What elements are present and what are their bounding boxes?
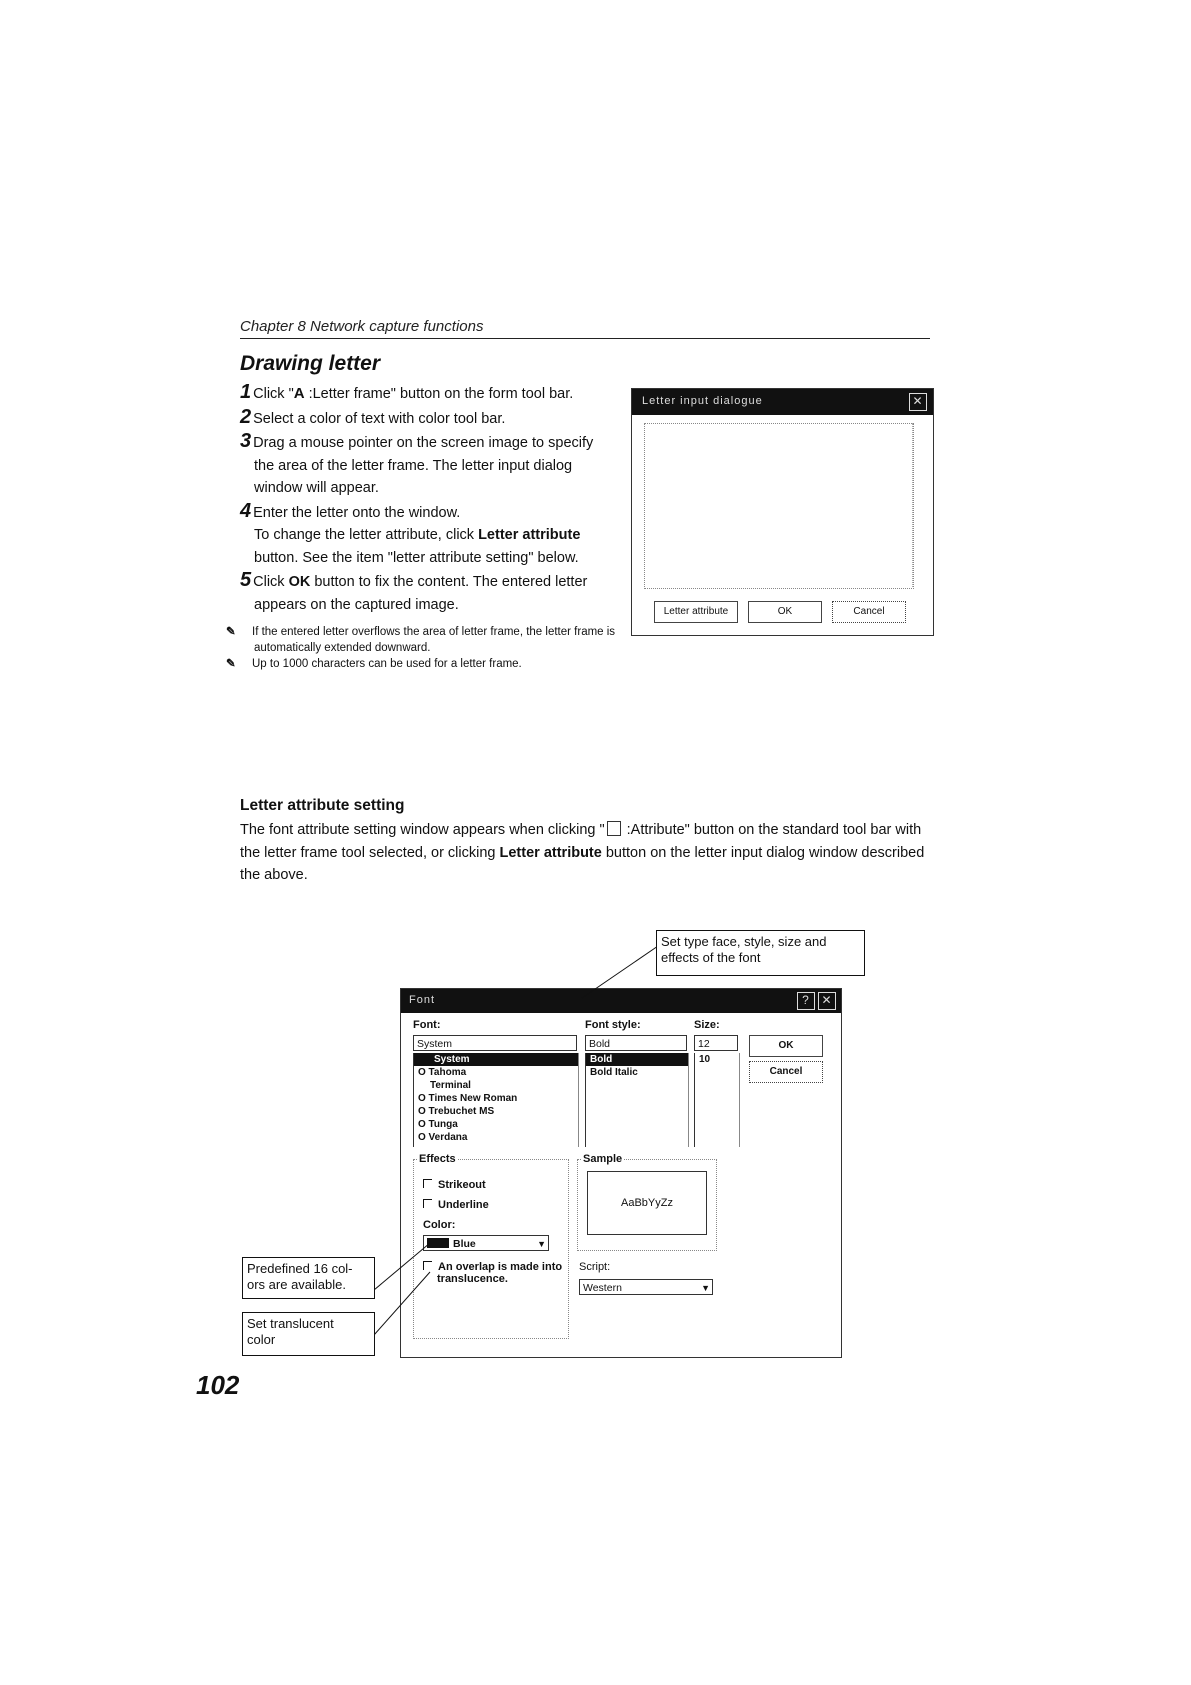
callout-predefined-colors: Predefined 16 col- ors are available. — [242, 1257, 375, 1299]
chevron-down-icon[interactable]: ▼ — [537, 1239, 546, 1249]
dialog-titlebar: Font ? ✕ — [401, 989, 841, 1013]
callout-translucent: Set translucent color — [242, 1312, 375, 1356]
ok-button[interactable]: OK — [748, 601, 822, 623]
sample-preview: AaBbYyZz — [587, 1171, 707, 1235]
size-input[interactable]: 12 — [694, 1035, 738, 1051]
step-5: 5 Click OK button to fix the content. The entered letter appears on the captured image. — [240, 569, 588, 613]
underline-checkbox[interactable]: Underline — [423, 1199, 489, 1211]
list-item[interactable]: O Tunga — [418, 1119, 458, 1130]
note-item: ✎ Up to 1000 characters can be used for a letter frame. — [226, 658, 522, 670]
pencil-icon: ✎ — [226, 626, 236, 638]
chevron-down-icon[interactable]: ▼ — [701, 1283, 710, 1293]
cancel-button[interactable]: Cancel — [832, 601, 906, 623]
step-1: 1 Click "A :Letter frame" button on the form tool bar. — [240, 381, 574, 403]
strikeout-checkbox[interactable]: Strikeout — [423, 1179, 486, 1191]
list-item[interactable]: 10 — [699, 1054, 711, 1065]
letter-attribute-button[interactable]: Letter attribute — [654, 601, 738, 623]
script-label: Script: — [579, 1261, 611, 1273]
font-input[interactable]: System — [413, 1035, 577, 1051]
callout-line-translucent — [374, 1272, 430, 1335]
list-item[interactable]: O Tahoma — [418, 1067, 467, 1078]
sample-label: Sample — [583, 1153, 623, 1165]
script-select[interactable]: Western ▼ — [579, 1279, 713, 1295]
step-4: 4 Enter the letter onto the window. To change the letter attribute, click Letter attribute button. See the item "letter attribute setting" below. — [240, 499, 581, 566]
attribute-heading: Letter attribute setting — [240, 797, 405, 814]
effects-label: Effects — [419, 1153, 456, 1165]
chapter-header: Chapter 8 Network capture functions — [240, 318, 484, 335]
color-select[interactable]: Blue ▼ — [423, 1235, 549, 1251]
list-item[interactable]: O Verdana — [418, 1132, 468, 1143]
callout-line-predefined — [374, 1243, 430, 1290]
close-icon[interactable]: ✕ — [818, 992, 836, 1010]
translucent-checkbox[interactable]: An overlap is made into translucence. — [423, 1261, 562, 1285]
list-item[interactable]: O Times New Roman — [418, 1093, 518, 1104]
list-item[interactable]: Bold — [586, 1053, 688, 1066]
attribute-paragraph: The font attribute setting window appears when clicking " :Attribute" button on the standard tool bar with the letter frame tool selected, or clicking Letter attribute button on the letter input dialog window described the above. — [240, 822, 925, 883]
help-icon[interactable]: ? — [797, 992, 815, 1010]
step-2: 2 Select a color of text with color tool bar. — [240, 405, 506, 428]
close-icon[interactable]: ✕ — [909, 393, 927, 411]
page-number: 102 — [196, 1370, 240, 1400]
note-item: ✎ If the entered letter overflows the area of letter frame, the letter frame is automatically extended downward. — [226, 626, 616, 654]
dialog-titlebar: Letter input dialogue ✕ — [632, 389, 933, 415]
list-item[interactable]: System — [414, 1053, 578, 1066]
pencil-icon: ✎ — [226, 658, 236, 670]
ok-button[interactable]: OK — [749, 1035, 823, 1057]
list-item[interactable]: Bold Italic — [590, 1067, 638, 1078]
step-3: 3 Drag a mouse pointer on the screen image to specify the area of the letter frame. The letter input dialog window will appear. — [240, 430, 594, 496]
callout-line-typeface — [582, 946, 658, 998]
cancel-button[interactable]: Cancel — [749, 1061, 823, 1083]
font-style-label: Font style: — [585, 1019, 641, 1031]
list-item[interactable]: O Trebuchet MS — [418, 1106, 495, 1117]
color-label: Color: — [423, 1219, 456, 1231]
list-item[interactable]: Terminal — [430, 1080, 471, 1091]
callout-typeface: Set type face, style, size and effects of the font — [656, 930, 865, 976]
letter-frame-icon: A — [293, 385, 305, 402]
size-label: Size: — [694, 1019, 720, 1031]
section-title: Drawing letter — [240, 352, 381, 375]
font-label: Font: — [413, 1019, 441, 1031]
font-style-input[interactable]: Bold — [585, 1035, 687, 1051]
